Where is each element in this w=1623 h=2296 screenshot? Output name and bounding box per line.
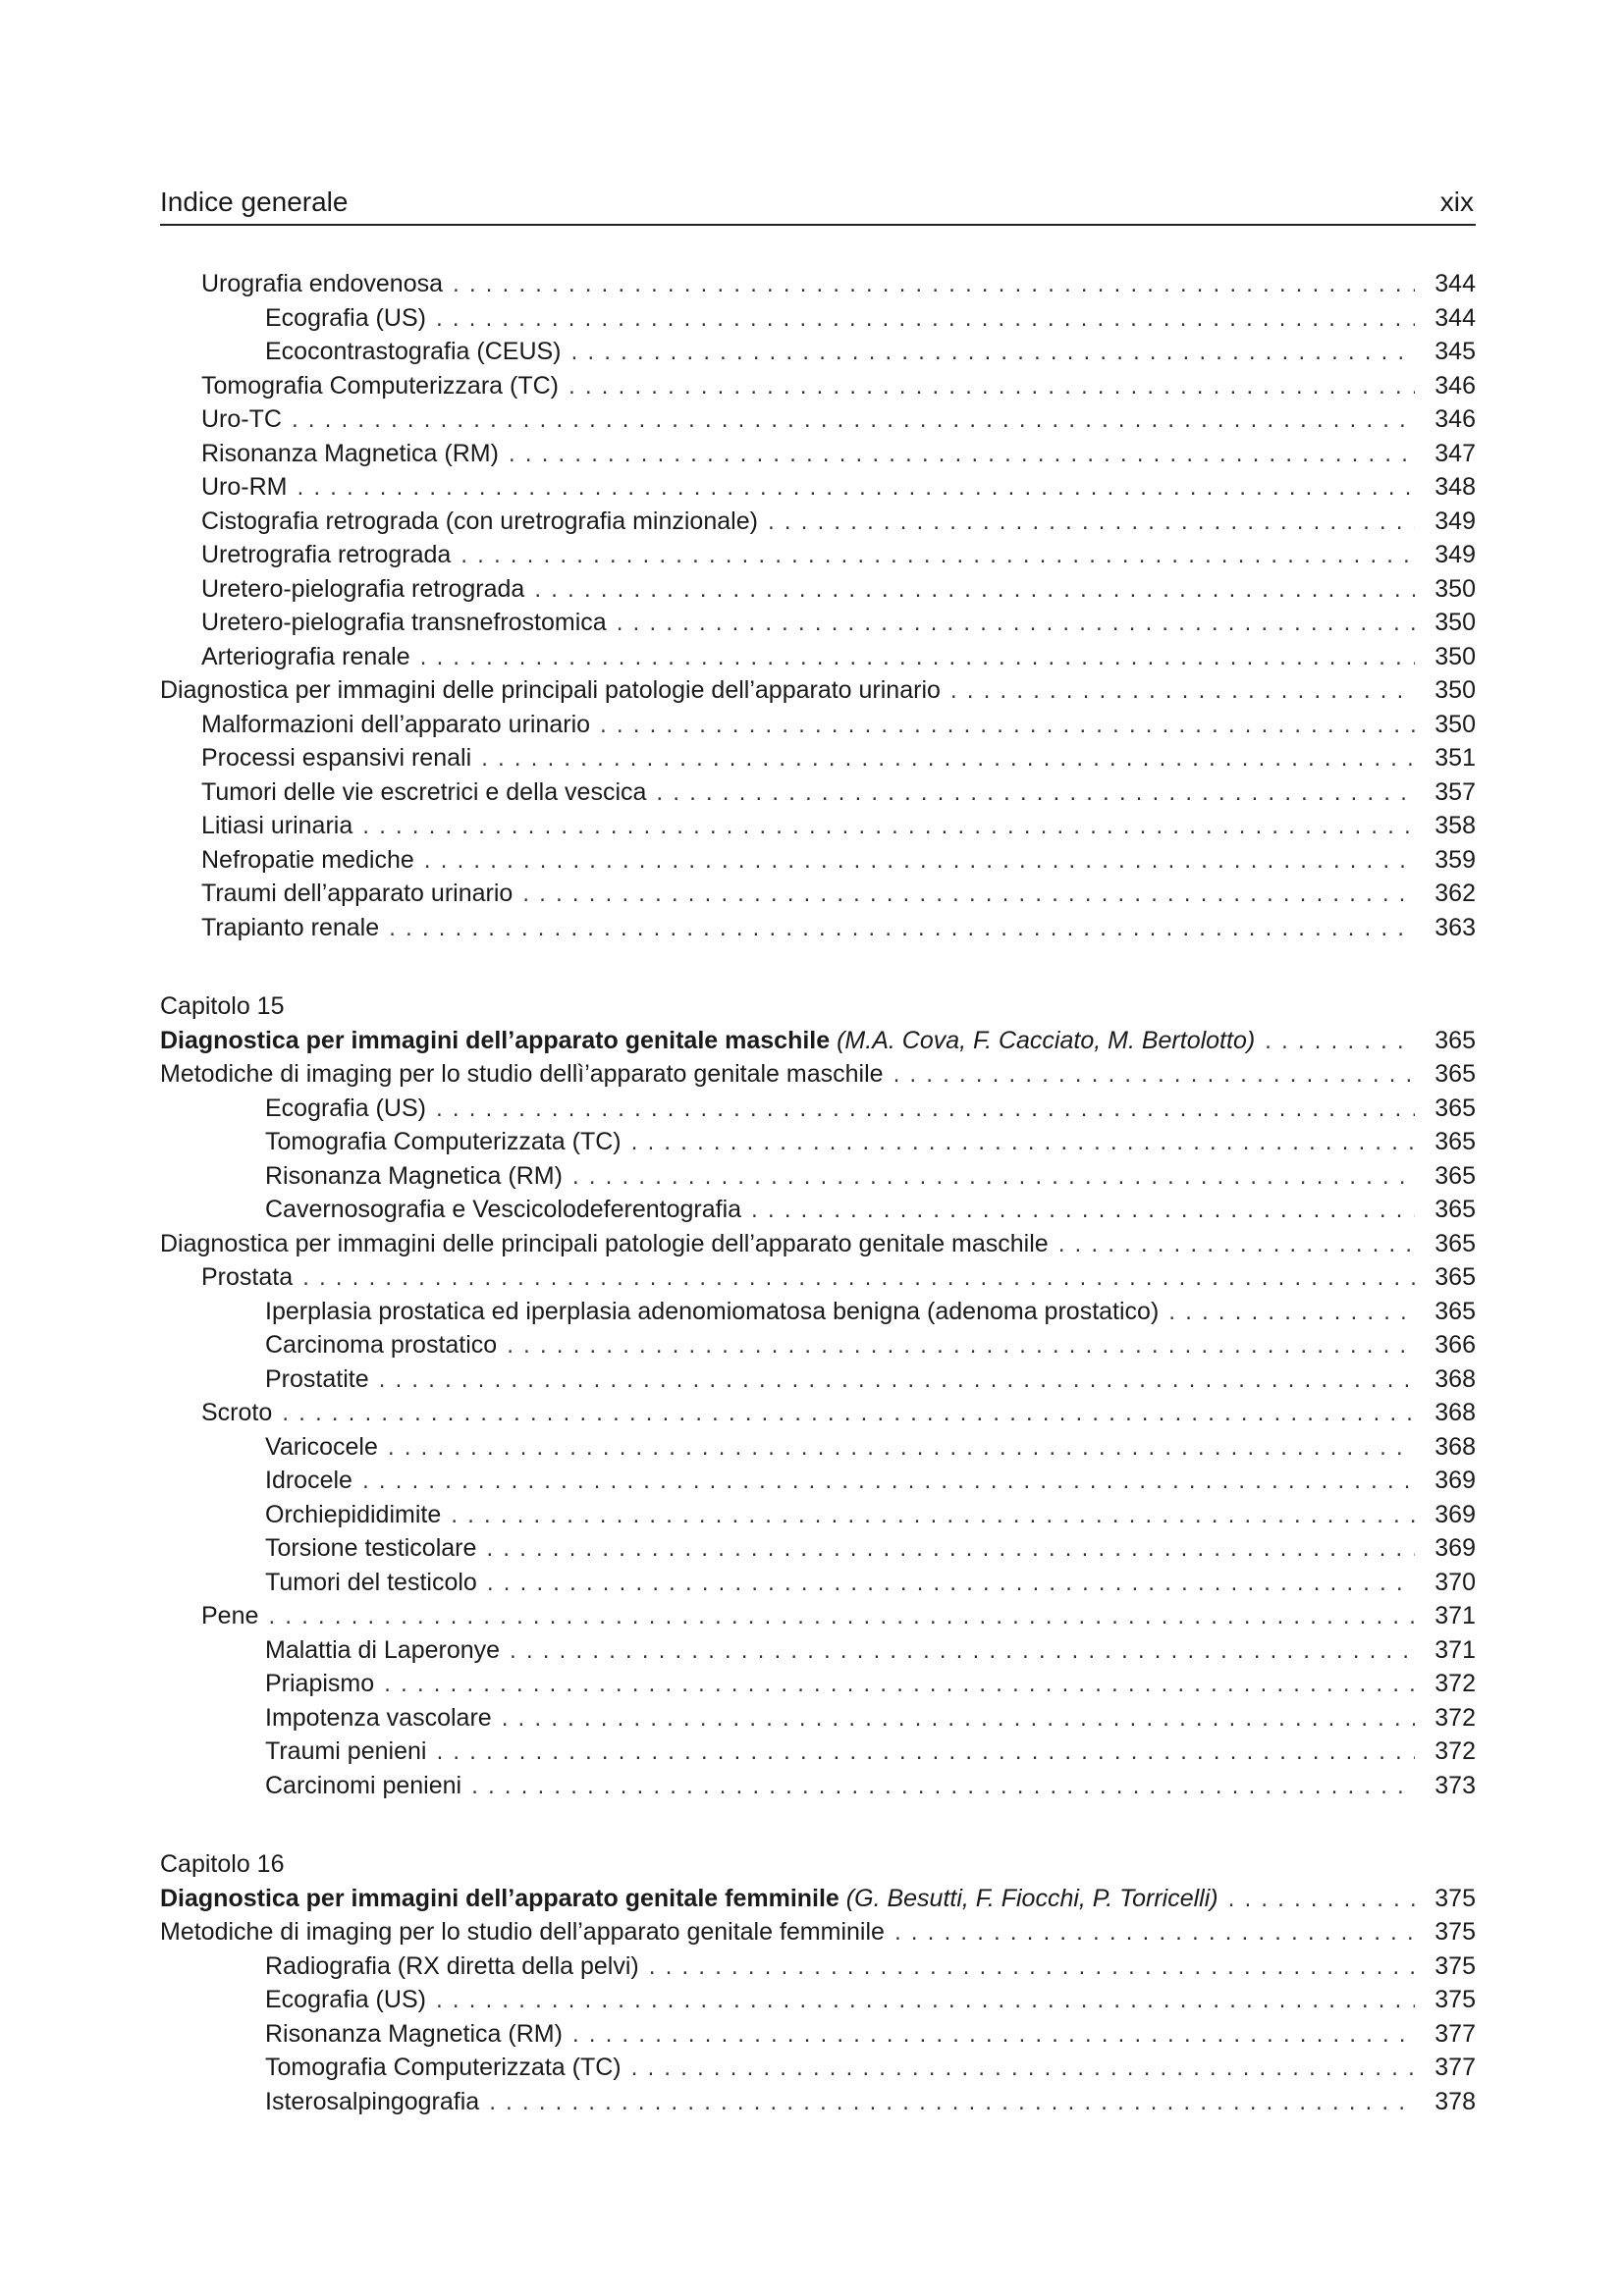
toc-entry-page: 349: [1434, 541, 1476, 568]
leader-dots: [418, 643, 1415, 677]
toc-entry-title: Radiografia (RX diretta della pelvi): [265, 1951, 639, 1980]
toc-entry-page: 350: [1434, 574, 1476, 603]
toc-entry-title: Risonanza Magnetica (RM): [265, 1161, 563, 1190]
toc-entry-title: Ecografia (US): [265, 1094, 426, 1122]
toc-entry-title: Risonanza Magnetica (RM): [265, 2019, 563, 2048]
leader-dots: [1263, 1027, 1415, 1061]
toc-entry-page: 357: [1434, 777, 1476, 806]
toc-entry-title: Impotenza vascolare: [265, 1703, 492, 1732]
toc-entry-page: 377: [1434, 2019, 1476, 2048]
leader-dots: [469, 1772, 1415, 1806]
leader-dots: [567, 372, 1415, 406]
leader-dots: [507, 440, 1415, 474]
toc-entry: [160, 1328, 1476, 1362]
toc-entry: [160, 335, 1476, 369]
toc-entry: [160, 1295, 1476, 1329]
toc-entry-title: Isterosalpingografia: [265, 2087, 480, 2115]
toc-entry-page: 370: [1434, 1568, 1476, 1596]
leader-dots: [532, 575, 1415, 610]
leader-dots: [766, 507, 1415, 542]
running-header: [160, 183, 1476, 226]
toc-entry: [160, 1983, 1476, 2017]
leader-dots: [629, 1128, 1415, 1162]
leader-dots: [570, 1162, 1415, 1197]
toc-entry-page: 344: [1434, 270, 1476, 297]
toc-entry: [160, 1599, 1476, 1633]
toc-entry-page: 372: [1434, 1703, 1476, 1732]
toc-entry: [160, 708, 1476, 742]
chapter-label: Capitolo 16: [160, 1850, 285, 1878]
toc-entry: [160, 2085, 1476, 2119]
toc-entry: [160, 640, 1476, 674]
toc-entry-title: Arteriografia renale: [201, 642, 410, 670]
toc-entry-title: Uretrografia retrograda: [201, 541, 452, 568]
toc-entry-title: Prostata: [201, 1263, 294, 1291]
toc-entry: [160, 1915, 1476, 1949]
leader-dots: [598, 711, 1415, 745]
toc-entry: [160, 572, 1476, 607]
toc-entry-title: Ecocontrastografia (CEUS): [265, 338, 562, 365]
leader-dots: [479, 744, 1415, 778]
toc-entry-page: 368: [1434, 1399, 1476, 1426]
toc-entry-title: Risonanza Magnetica (RM): [201, 439, 499, 467]
toc-entry-page: 375: [1434, 1918, 1476, 1946]
toc-entry: [160, 267, 1476, 301]
toc-entry-page: 350: [1434, 609, 1476, 636]
leader-dots: [360, 1467, 1415, 1501]
toc-entry-page: 378: [1434, 2087, 1476, 2115]
toc-entry: [160, 1362, 1476, 1397]
toc-entry-title: Ecografia (US): [265, 303, 426, 332]
toc-entry-title: Diagnostica per immagini delle principali patologie dell’apparato genitale maschile: [160, 1229, 1049, 1257]
toc-entry-page: 365: [1434, 1196, 1476, 1223]
toc-entry-title: Cavernosografia e Vescicolodeferentografia: [265, 1196, 742, 1223]
toc-entry-page: 373: [1434, 1771, 1476, 1799]
table-of-contents: [160, 267, 1476, 2118]
toc-entry-title: Iperplasia prostatica ed iperplasia adenomiomatosa benigna (adenoma prostatico): [265, 1297, 1160, 1325]
toc-entry-page: 368: [1434, 1364, 1476, 1393]
toc-entry-page: 369: [1434, 1467, 1476, 1494]
toc-entry: [160, 1057, 1476, 1092]
toc-entry-page: 349: [1434, 507, 1476, 535]
toc-entry-page: 368: [1434, 1432, 1476, 1461]
toc-entry-title: Metodiche di imaging per lo studio dell’apparato genitale femminile: [160, 1918, 885, 1946]
leader-dots: [422, 846, 1415, 881]
toc-entry: [160, 1735, 1476, 1769]
leader-dots: [487, 2088, 1415, 2122]
leader-dots: [434, 1737, 1415, 1772]
toc-entry-page: 377: [1434, 2054, 1476, 2081]
toc-entry-title: Processi espansivi renali: [201, 744, 472, 772]
toc-entry-page: 359: [1434, 845, 1476, 874]
toc-entry-page: 358: [1434, 812, 1476, 839]
toc-entry: [160, 1633, 1476, 1668]
leader-dots: [387, 914, 1415, 948]
toc-entry-title: Tumori delle vie escretrici e della vescica: [201, 777, 647, 806]
leader-dots: [434, 304, 1415, 339]
toc-entry-title: Litiasi urinaria: [201, 812, 353, 839]
toc-entry: [160, 673, 1476, 708]
toc-entry: [160, 1949, 1476, 1984]
toc-entry-page: 375: [1434, 1951, 1476, 1980]
chapter-authors: (G. Besutti, F. Fiocchi, P. Torricelli): [845, 1884, 1218, 1912]
chapter-authors: (M.A. Cova, F. Cacciato, M. Bertolotto): [837, 1026, 1256, 1054]
header-page-number: xix: [1439, 187, 1474, 217]
toc-entry-title: Diagnostica per immagini delle principali patologie dell’apparato urinario: [160, 676, 941, 704]
toc-entry-page: 369: [1434, 1500, 1476, 1528]
toc-entry-title: Uretero-pielografia retrograda: [201, 574, 525, 603]
header-title: Indice generale: [160, 187, 349, 217]
toc-entry: [160, 1498, 1476, 1532]
leader-dots: [1056, 1230, 1415, 1264]
chapter-title-row: [160, 1882, 1476, 1916]
chapter-label: Capitolo 15: [160, 992, 285, 1020]
toc-entry-title: Carcinoma prostatico: [265, 1331, 498, 1359]
toc-entry-title: Nefropatie mediche: [201, 845, 414, 874]
leader-dots: [434, 1095, 1415, 1129]
toc-entry-title: Priapismo: [265, 1670, 375, 1697]
leader-dots: [451, 270, 1415, 304]
leader-dots: [300, 1263, 1415, 1298]
toc-entry-title: Pene: [201, 1602, 259, 1629]
toc-entry-title: Scroto: [201, 1399, 273, 1426]
toc-entry-title: Ecografia (US): [265, 1986, 426, 2013]
toc-entry-page: 345: [1434, 338, 1476, 365]
leader-dots: [505, 1331, 1415, 1365]
toc-entry: [160, 2051, 1476, 2085]
toc-entry-page: 365: [1434, 1297, 1476, 1325]
toc-entry-page: 365: [1434, 1263, 1476, 1291]
toc-entry-page: 375: [1434, 1986, 1476, 2013]
leader-dots: [360, 812, 1415, 846]
toc-entry: [160, 1701, 1476, 1735]
toc-entry: [160, 470, 1476, 505]
toc-entry-page: 371: [1434, 1602, 1476, 1629]
toc-entry: [160, 402, 1476, 437]
leader-dots: [1166, 1298, 1415, 1332]
toc-entry-title: Varicocele: [265, 1432, 378, 1461]
toc-entry-title: Orchiepididimite: [265, 1500, 442, 1528]
toc-entry: [160, 775, 1476, 810]
toc-entry: [160, 1464, 1476, 1498]
toc-entry-title: Prostatite: [265, 1364, 369, 1393]
toc-entry: [160, 1159, 1476, 1194]
toc-entry: [160, 911, 1476, 945]
toc-entry: [160, 437, 1476, 471]
leader-dots: [449, 1501, 1415, 1535]
leader-dots: [749, 1196, 1415, 1230]
toc-entry-page: 344: [1434, 303, 1476, 332]
leader-dots: [893, 1918, 1415, 1952]
leader-dots: [266, 1602, 1415, 1636]
chapter-page: 365: [1434, 1026, 1476, 1054]
toc-entry-page: 369: [1434, 1534, 1476, 1562]
toc-entry-title: Metodiche di imaging per lo studio dellì’apparato genitale maschile: [160, 1060, 884, 1088]
leader-dots: [280, 1399, 1415, 1433]
leader-dots: [377, 1365, 1415, 1400]
toc-entry-title: Uro-TC: [201, 405, 282, 433]
toc-entry-page: 347: [1434, 439, 1476, 467]
toc-entry: [160, 505, 1476, 539]
chapter-title-text: Diagnostica per immagini dell’apparato genitale femminile: [160, 1884, 839, 1912]
toc-entry-title: Uretero-pielografia transnefrostomica: [201, 609, 607, 636]
leader-dots: [570, 2020, 1415, 2055]
leader-dots: [508, 1636, 1415, 1671]
leader-dots: [654, 778, 1415, 813]
toc-entry-page: 365: [1434, 1128, 1476, 1155]
leader-dots: [382, 1670, 1415, 1704]
leader-dots: [386, 1433, 1415, 1468]
leader-dots: [569, 338, 1415, 372]
toc-entry-page: 372: [1434, 1670, 1476, 1697]
toc-entry: [160, 1092, 1476, 1126]
leader-dots: [647, 1952, 1415, 1987]
toc-entry-title: Tumori del testicolo: [265, 1568, 477, 1596]
toc-entry: [160, 877, 1476, 911]
toc-entry-page: 348: [1434, 473, 1476, 501]
toc-entry-page: 366: [1434, 1331, 1476, 1359]
toc-entry: [160, 1125, 1476, 1159]
toc-entry-page: 362: [1434, 880, 1476, 907]
toc-entry-page: 363: [1434, 913, 1476, 941]
leader-dots: [1226, 1885, 1415, 1919]
toc-entry-title: Cistografia retrograda (con uretrografia minzionale): [201, 507, 758, 535]
toc-entry-page: 371: [1434, 1635, 1476, 1664]
toc-entry: [160, 843, 1476, 878]
toc-entry: [160, 1430, 1476, 1465]
toc-entry-title: Tomografia Computerizzara (TC): [201, 371, 559, 400]
toc-entry-page: 350: [1434, 642, 1476, 670]
toc-entry-page: 365: [1434, 1229, 1476, 1257]
toc-entry: [160, 741, 1476, 775]
toc-entry-title: Traumi dell’apparato urinario: [201, 880, 514, 907]
leader-dots: [296, 473, 1416, 507]
toc-entry-title: Malformazioni dell’apparato urinario: [201, 710, 591, 738]
toc-entry: [160, 538, 1476, 572]
toc-entry-page: 372: [1434, 1737, 1476, 1765]
toc-entry: [160, 1769, 1476, 1803]
toc-entry: [160, 606, 1476, 640]
toc-entry: [160, 1260, 1476, 1295]
toc-entry: [160, 301, 1476, 336]
section-gap: [160, 1802, 1476, 1847]
toc-entry-title: Carcinomi penieni: [265, 1771, 462, 1799]
toc-entry-page: 365: [1434, 1161, 1476, 1190]
toc-entry: [160, 369, 1476, 403]
leader-dots: [500, 1704, 1415, 1738]
toc-entry-title: Idrocele: [265, 1467, 352, 1494]
leader-dots: [948, 676, 1415, 711]
toc-entry: [160, 1531, 1476, 1566]
toc-entry-title: Malattia di Laperonye: [265, 1635, 501, 1664]
toc-entry: [160, 1227, 1476, 1261]
toc-entry-title: Trapianto renale: [201, 913, 380, 941]
toc-entry: [160, 1566, 1476, 1600]
chapter-page: 375: [1434, 1884, 1476, 1912]
toc-entry: [160, 809, 1476, 843]
chapter-title-row: [160, 1024, 1476, 1058]
toc-entry-title: Uro-RM: [201, 473, 288, 501]
toc-entry-title: Traumi penieni: [265, 1737, 427, 1765]
toc-entry-page: 346: [1434, 405, 1476, 433]
toc-entry: [160, 1667, 1476, 1701]
toc-entry-page: 365: [1434, 1094, 1476, 1122]
toc-entry-title: Torsione testicolare: [265, 1534, 477, 1562]
leader-dots: [459, 541, 1415, 575]
leader-dots: [520, 880, 1415, 914]
chapter-title: [160, 1882, 1218, 1916]
toc-entry-title: Tomografia Computerizzata (TC): [265, 1128, 622, 1155]
leader-dots: [485, 1569, 1415, 1603]
toc-entry-page: 346: [1434, 371, 1476, 400]
toc-entry-title: Urografia endovenosa: [201, 270, 443, 297]
chapter-title-text: Diagnostica per immagini dell’apparato genitale maschile: [160, 1026, 831, 1054]
toc-entry: [160, 1396, 1476, 1430]
chapter-title: [160, 1024, 1255, 1058]
leader-dots: [615, 609, 1415, 643]
leader-dots: [629, 2054, 1415, 2088]
toc-entry-page: 350: [1434, 676, 1476, 704]
leader-dots: [892, 1060, 1415, 1095]
leader-dots: [290, 405, 1415, 440]
toc-entry-page: 351: [1434, 744, 1476, 772]
toc-entry-title: Tomografia Computerizzata (TC): [265, 2054, 622, 2081]
toc-entry: [160, 1193, 1476, 1227]
toc-entry: [160, 2017, 1476, 2052]
section-gap: [160, 944, 1476, 989]
toc-entry-page: 365: [1434, 1060, 1476, 1088]
leader-dots: [484, 1534, 1415, 1569]
toc-entry-page: 350: [1434, 710, 1476, 738]
leader-dots: [434, 1986, 1415, 2020]
